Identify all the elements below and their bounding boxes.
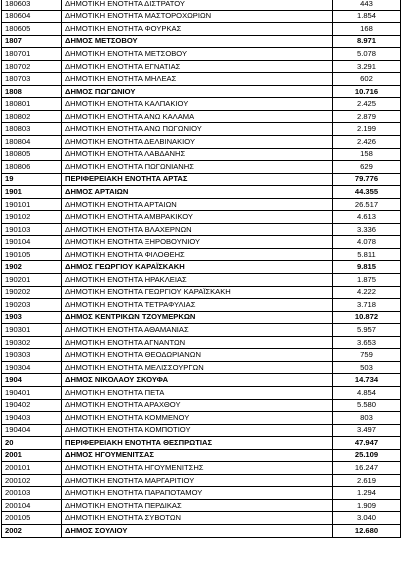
name-cell: ΔΗΜΟΤΙΚΗ ΕΝΟΤΗΤΑ ΔΕΛΒΙΝΑΚΙΟΥ xyxy=(62,136,333,149)
table-row xyxy=(2,0,401,10)
table-row xyxy=(2,412,401,425)
table-row xyxy=(2,512,401,525)
value-cell: 168 xyxy=(333,23,401,36)
table-row xyxy=(2,211,401,224)
value-cell: 629 xyxy=(333,161,401,174)
table-row xyxy=(2,223,401,236)
code-cell: 180804 xyxy=(2,136,62,149)
code-cell: 180604 xyxy=(2,10,62,23)
code-cell: 190202 xyxy=(2,286,62,299)
table-row xyxy=(2,236,401,249)
code-cell: 190401 xyxy=(2,386,62,399)
table-row xyxy=(2,110,401,123)
code-cell: 190105 xyxy=(2,248,62,261)
value-cell: 1.909 xyxy=(333,499,401,512)
value-cell: 26.517 xyxy=(333,198,401,211)
table-row xyxy=(2,374,401,387)
value-cell: 443 xyxy=(333,0,401,10)
name-cell: ΔΗΜΟΣ ΝΙΚΟΛΑΟΥ ΣΚΟΥΦΑ xyxy=(62,374,333,387)
name-cell: ΔΗΜΟΤΙΚΗ ΕΝΟΤΗΤΑ ΠΕΡΔΙΚΑΣ xyxy=(62,499,333,512)
table-row xyxy=(2,462,401,475)
table-body xyxy=(2,0,401,537)
name-cell: ΔΗΜΟΤΙΚΗ ΕΝΟΤΗΤΑ ΠΩΓΩΝΙΑΝΗΣ xyxy=(62,161,333,174)
value-cell: 2.619 xyxy=(333,474,401,487)
name-cell: ΔΗΜΟΤΙΚΗ ΕΝΟΤΗΤΑ ΚΟΜΠΟΤΙΟΥ xyxy=(62,424,333,437)
value-cell: 158 xyxy=(333,148,401,161)
value-cell: 25.109 xyxy=(333,449,401,462)
name-cell: ΔΗΜΟΤΙΚΗ ΕΝΟΤΗΤΑ ΚΟΜΜΕΝΟΥ xyxy=(62,412,333,425)
code-cell: 1902 xyxy=(2,261,62,274)
population-table xyxy=(1,0,401,538)
code-cell: 190102 xyxy=(2,211,62,224)
code-cell: 180703 xyxy=(2,73,62,86)
name-cell: ΔΗΜΟΤΙΚΗ ΕΝΟΤΗΤΑ ΑΡΑΧΘΟΥ xyxy=(62,399,333,412)
name-cell: ΔΗΜΟΤΙΚΗ ΕΝΟΤΗΤΑ ΠΕΤΑ xyxy=(62,386,333,399)
table-row xyxy=(2,324,401,337)
name-cell: ΔΗΜΟΤΙΚΗ ΕΝΟΤΗΤΑ ΗΓΟΥΜΕΝΙΤΣΗΣ xyxy=(62,462,333,475)
code-cell: 190402 xyxy=(2,399,62,412)
name-cell: ΔΗΜΟΣ ΚΕΝΤΡΙΚΩΝ ΤΖΟΥΜΕΡΚΩΝ xyxy=(62,311,333,324)
name-cell: ΔΗΜΟΤΙΚΗ ΕΝΟΤΗΤΑ ΜΑΡΓΑΡΙΤΙΟΥ xyxy=(62,474,333,487)
code-cell: 190301 xyxy=(2,324,62,337)
code-cell: 200103 xyxy=(2,487,62,500)
code-cell: 190203 xyxy=(2,299,62,312)
name-cell: ΔΗΜΟΤΙΚΗ ΕΝΟΤΗΤΑ ΠΑΡΑΠΟΤΑΜΟΥ xyxy=(62,487,333,500)
name-cell: ΔΗΜΟΤΙΚΗ ΕΝΟΤΗΤΑ ΦΙΛΟΘΕΗΣ xyxy=(62,248,333,261)
code-cell: 1904 xyxy=(2,374,62,387)
value-cell: 5.957 xyxy=(333,324,401,337)
table-row xyxy=(2,98,401,111)
value-cell: 44.355 xyxy=(333,186,401,199)
code-cell: 190403 xyxy=(2,412,62,425)
name-cell: ΔΗΜΟΣ ΠΩΓΩΝΙΟΥ xyxy=(62,85,333,98)
table-row xyxy=(2,474,401,487)
code-cell: 180805 xyxy=(2,148,62,161)
code-cell: 180802 xyxy=(2,110,62,123)
value-cell: 5.580 xyxy=(333,399,401,412)
value-cell: 602 xyxy=(333,73,401,86)
code-cell: 180603 xyxy=(2,0,62,10)
code-cell: 180605 xyxy=(2,23,62,36)
table-row xyxy=(2,286,401,299)
value-cell: 4.854 xyxy=(333,386,401,399)
code-cell: 190201 xyxy=(2,274,62,287)
table-row xyxy=(2,524,401,537)
value-cell: 3.718 xyxy=(333,299,401,312)
name-cell: ΔΗΜΟΤΙΚΗ ΕΝΟΤΗΤΑ ΑΝΩ ΚΑΛΑΜΑ xyxy=(62,110,333,123)
value-cell: 503 xyxy=(333,361,401,374)
value-cell: 2.426 xyxy=(333,136,401,149)
value-cell: 8.971 xyxy=(333,35,401,48)
name-cell: ΔΗΜΟΤΙΚΗ ΕΝΟΤΗΤΑ ΣΥΒΟΤΩΝ xyxy=(62,512,333,525)
table-row xyxy=(2,10,401,23)
code-cell: 2002 xyxy=(2,524,62,537)
code-cell: 200101 xyxy=(2,462,62,475)
table-row xyxy=(2,23,401,36)
name-cell: ΔΗΜΟΤΙΚΗ ΕΝΟΤΗΤΑ ΜΗΛΕΑΣ xyxy=(62,73,333,86)
code-cell: 190303 xyxy=(2,349,62,362)
code-cell: 190404 xyxy=(2,424,62,437)
value-cell: 5.078 xyxy=(333,48,401,61)
value-cell: 14.734 xyxy=(333,374,401,387)
table-row xyxy=(2,198,401,211)
name-cell: ΠΕΡΙΦΕΡΕΙΑΚΗ ΕΝΟΤΗΤΑ ΑΡΤΑΣ xyxy=(62,173,333,186)
value-cell: 3.336 xyxy=(333,223,401,236)
value-cell: 5.811 xyxy=(333,248,401,261)
value-cell: 3.653 xyxy=(333,336,401,349)
value-cell: 3.040 xyxy=(333,512,401,525)
table-row xyxy=(2,311,401,324)
name-cell: ΔΗΜΟΣ ΣΟΥΛΙΟΥ xyxy=(62,524,333,537)
value-cell: 759 xyxy=(333,349,401,362)
code-cell: 190104 xyxy=(2,236,62,249)
name-cell: ΔΗΜΟΤΙΚΗ ΕΝΟΤΗΤΑ ΜΕΛΙΣΣΟΥΡΓΩΝ xyxy=(62,361,333,374)
table-row xyxy=(2,186,401,199)
value-cell: 16.247 xyxy=(333,462,401,475)
table-row xyxy=(2,487,401,500)
name-cell: ΔΗΜΟΤΙΚΗ ΕΝΟΤΗΤΑ ΑΝΩ ΠΩΓΩΝΙΟΥ xyxy=(62,123,333,136)
value-cell: 4.222 xyxy=(333,286,401,299)
code-cell: 190304 xyxy=(2,361,62,374)
table-row xyxy=(2,60,401,73)
code-cell: 1808 xyxy=(2,85,62,98)
name-cell: ΔΗΜΟΤΙΚΗ ΕΝΟΤΗΤΑ ΔΙΣΤΡΑΤΟΥ xyxy=(62,0,333,10)
name-cell: ΔΗΜΟΤΙΚΗ ΕΝΟΤΗΤΑ ΤΕΤΡΑΦΥΛΙΑΣ xyxy=(62,299,333,312)
value-cell: 2.879 xyxy=(333,110,401,123)
table-row xyxy=(2,73,401,86)
name-cell: ΔΗΜΟΤΙΚΗ ΕΝΟΤΗΤΑ ΓΕΩΡΓΙΟΥ ΚΑΡΑΪΣΚΑΚΗ xyxy=(62,286,333,299)
table-row xyxy=(2,48,401,61)
name-cell: ΔΗΜΟΤΙΚΗ ΕΝΟΤΗΤΑ ΜΑΣΤΟΡΟΧΩΡΙΩΝ xyxy=(62,10,333,23)
value-cell: 1.294 xyxy=(333,487,401,500)
name-cell: ΔΗΜΟΤΙΚΗ ΕΝΟΤΗΤΑ ΘΕΟΔΩΡΙΑΝΩΝ xyxy=(62,349,333,362)
code-cell: 200102 xyxy=(2,474,62,487)
name-cell: ΔΗΜΟΤΙΚΗ ΕΝΟΤΗΤΑ ΑΡΤΑΙΩΝ xyxy=(62,198,333,211)
code-cell: 1901 xyxy=(2,186,62,199)
value-cell: 803 xyxy=(333,412,401,425)
table-row xyxy=(2,123,401,136)
value-cell: 3.291 xyxy=(333,60,401,73)
code-cell: 180702 xyxy=(2,60,62,73)
value-cell: 4.078 xyxy=(333,236,401,249)
table-row xyxy=(2,349,401,362)
code-cell: 180801 xyxy=(2,98,62,111)
code-cell: 20 xyxy=(2,437,62,450)
name-cell: ΔΗΜΟΤΙΚΗ ΕΝΟΤΗΤΑ ΗΡΑΚΛΕΙΑΣ xyxy=(62,274,333,287)
code-cell: 2001 xyxy=(2,449,62,462)
table-row xyxy=(2,437,401,450)
code-cell: 19 xyxy=(2,173,62,186)
table-row xyxy=(2,85,401,98)
name-cell: ΔΗΜΟΣ ΑΡΤΑΙΩΝ xyxy=(62,186,333,199)
code-cell: 1807 xyxy=(2,35,62,48)
value-cell: 1.854 xyxy=(333,10,401,23)
code-cell: 200104 xyxy=(2,499,62,512)
value-cell: 4.613 xyxy=(333,211,401,224)
table-row xyxy=(2,299,401,312)
code-cell: 190101 xyxy=(2,198,62,211)
value-cell: 10.872 xyxy=(333,311,401,324)
table-row xyxy=(2,173,401,186)
name-cell: ΔΗΜΟΤΙΚΗ ΕΝΟΤΗΤΑ ΜΕΤΣΟΒΟΥ xyxy=(62,48,333,61)
value-cell: 2.425 xyxy=(333,98,401,111)
value-cell: 10.716 xyxy=(333,85,401,98)
code-cell: 180806 xyxy=(2,161,62,174)
table-row xyxy=(2,386,401,399)
table-row xyxy=(2,499,401,512)
code-cell: 190302 xyxy=(2,336,62,349)
code-cell: 180701 xyxy=(2,48,62,61)
table-row xyxy=(2,449,401,462)
value-cell: 3.497 xyxy=(333,424,401,437)
table-row xyxy=(2,361,401,374)
table-row xyxy=(2,35,401,48)
code-cell: 180803 xyxy=(2,123,62,136)
name-cell: ΠΕΡΙΦΕΡΕΙΑΚΗ ΕΝΟΤΗΤΑ ΘΕΣΠΡΩΤΙΑΣ xyxy=(62,437,333,450)
code-cell: 190103 xyxy=(2,223,62,236)
name-cell: ΔΗΜΟΤΙΚΗ ΕΝΟΤΗΤΑ ΞΗΡΟΒΟΥΝΙΟΥ xyxy=(62,236,333,249)
name-cell: ΔΗΜΟΤΙΚΗ ΕΝΟΤΗΤΑ ΒΛΑΧΕΡΝΩΝ xyxy=(62,223,333,236)
name-cell: ΔΗΜΟΣ ΗΓΟΥΜΕΝΙΤΣΑΣ xyxy=(62,449,333,462)
name-cell: ΔΗΜΟΤΙΚΗ ΕΝΟΤΗΤΑ ΛΑΒΔΑΝΗΣ xyxy=(62,148,333,161)
value-cell: 1.875 xyxy=(333,274,401,287)
table-row xyxy=(2,161,401,174)
value-cell: 79.776 xyxy=(333,173,401,186)
table-row xyxy=(2,424,401,437)
table-row xyxy=(2,336,401,349)
name-cell: ΔΗΜΟΣ ΓΕΩΡΓΙΟΥ ΚΑΡΑΪΣΚΑΚΗ xyxy=(62,261,333,274)
value-cell: 2.199 xyxy=(333,123,401,136)
table-row xyxy=(2,399,401,412)
name-cell: ΔΗΜΟΤΙΚΗ ΕΝΟΤΗΤΑ ΑΜΒΡΑΚΙΚΟΥ xyxy=(62,211,333,224)
table-row xyxy=(2,248,401,261)
value-cell: 9.815 xyxy=(333,261,401,274)
name-cell: ΔΗΜΟΤΙΚΗ ΕΝΟΤΗΤΑ ΚΑΛΠΑΚΙΟΥ xyxy=(62,98,333,111)
name-cell: ΔΗΜΟΤΙΚΗ ΕΝΟΤΗΤΑ ΦΟΥΡΚΑΣ xyxy=(62,23,333,36)
table-row xyxy=(2,148,401,161)
name-cell: ΔΗΜΟΣ ΜΕΤΣΟΒΟΥ xyxy=(62,35,333,48)
table-row xyxy=(2,274,401,287)
value-cell: 47.947 xyxy=(333,437,401,450)
name-cell: ΔΗΜΟΤΙΚΗ ΕΝΟΤΗΤΑ ΕΓΝΑΤΙΑΣ xyxy=(62,60,333,73)
name-cell: ΔΗΜΟΤΙΚΗ ΕΝΟΤΗΤΑ ΑΓΝΑΝΤΩΝ xyxy=(62,336,333,349)
value-cell: 12.680 xyxy=(333,524,401,537)
table-row xyxy=(2,261,401,274)
code-cell: 200105 xyxy=(2,512,62,525)
name-cell: ΔΗΜΟΤΙΚΗ ΕΝΟΤΗΤΑ ΑΘΑΜΑΝΙΑΣ xyxy=(62,324,333,337)
table-row xyxy=(2,136,401,149)
code-cell: 1903 xyxy=(2,311,62,324)
